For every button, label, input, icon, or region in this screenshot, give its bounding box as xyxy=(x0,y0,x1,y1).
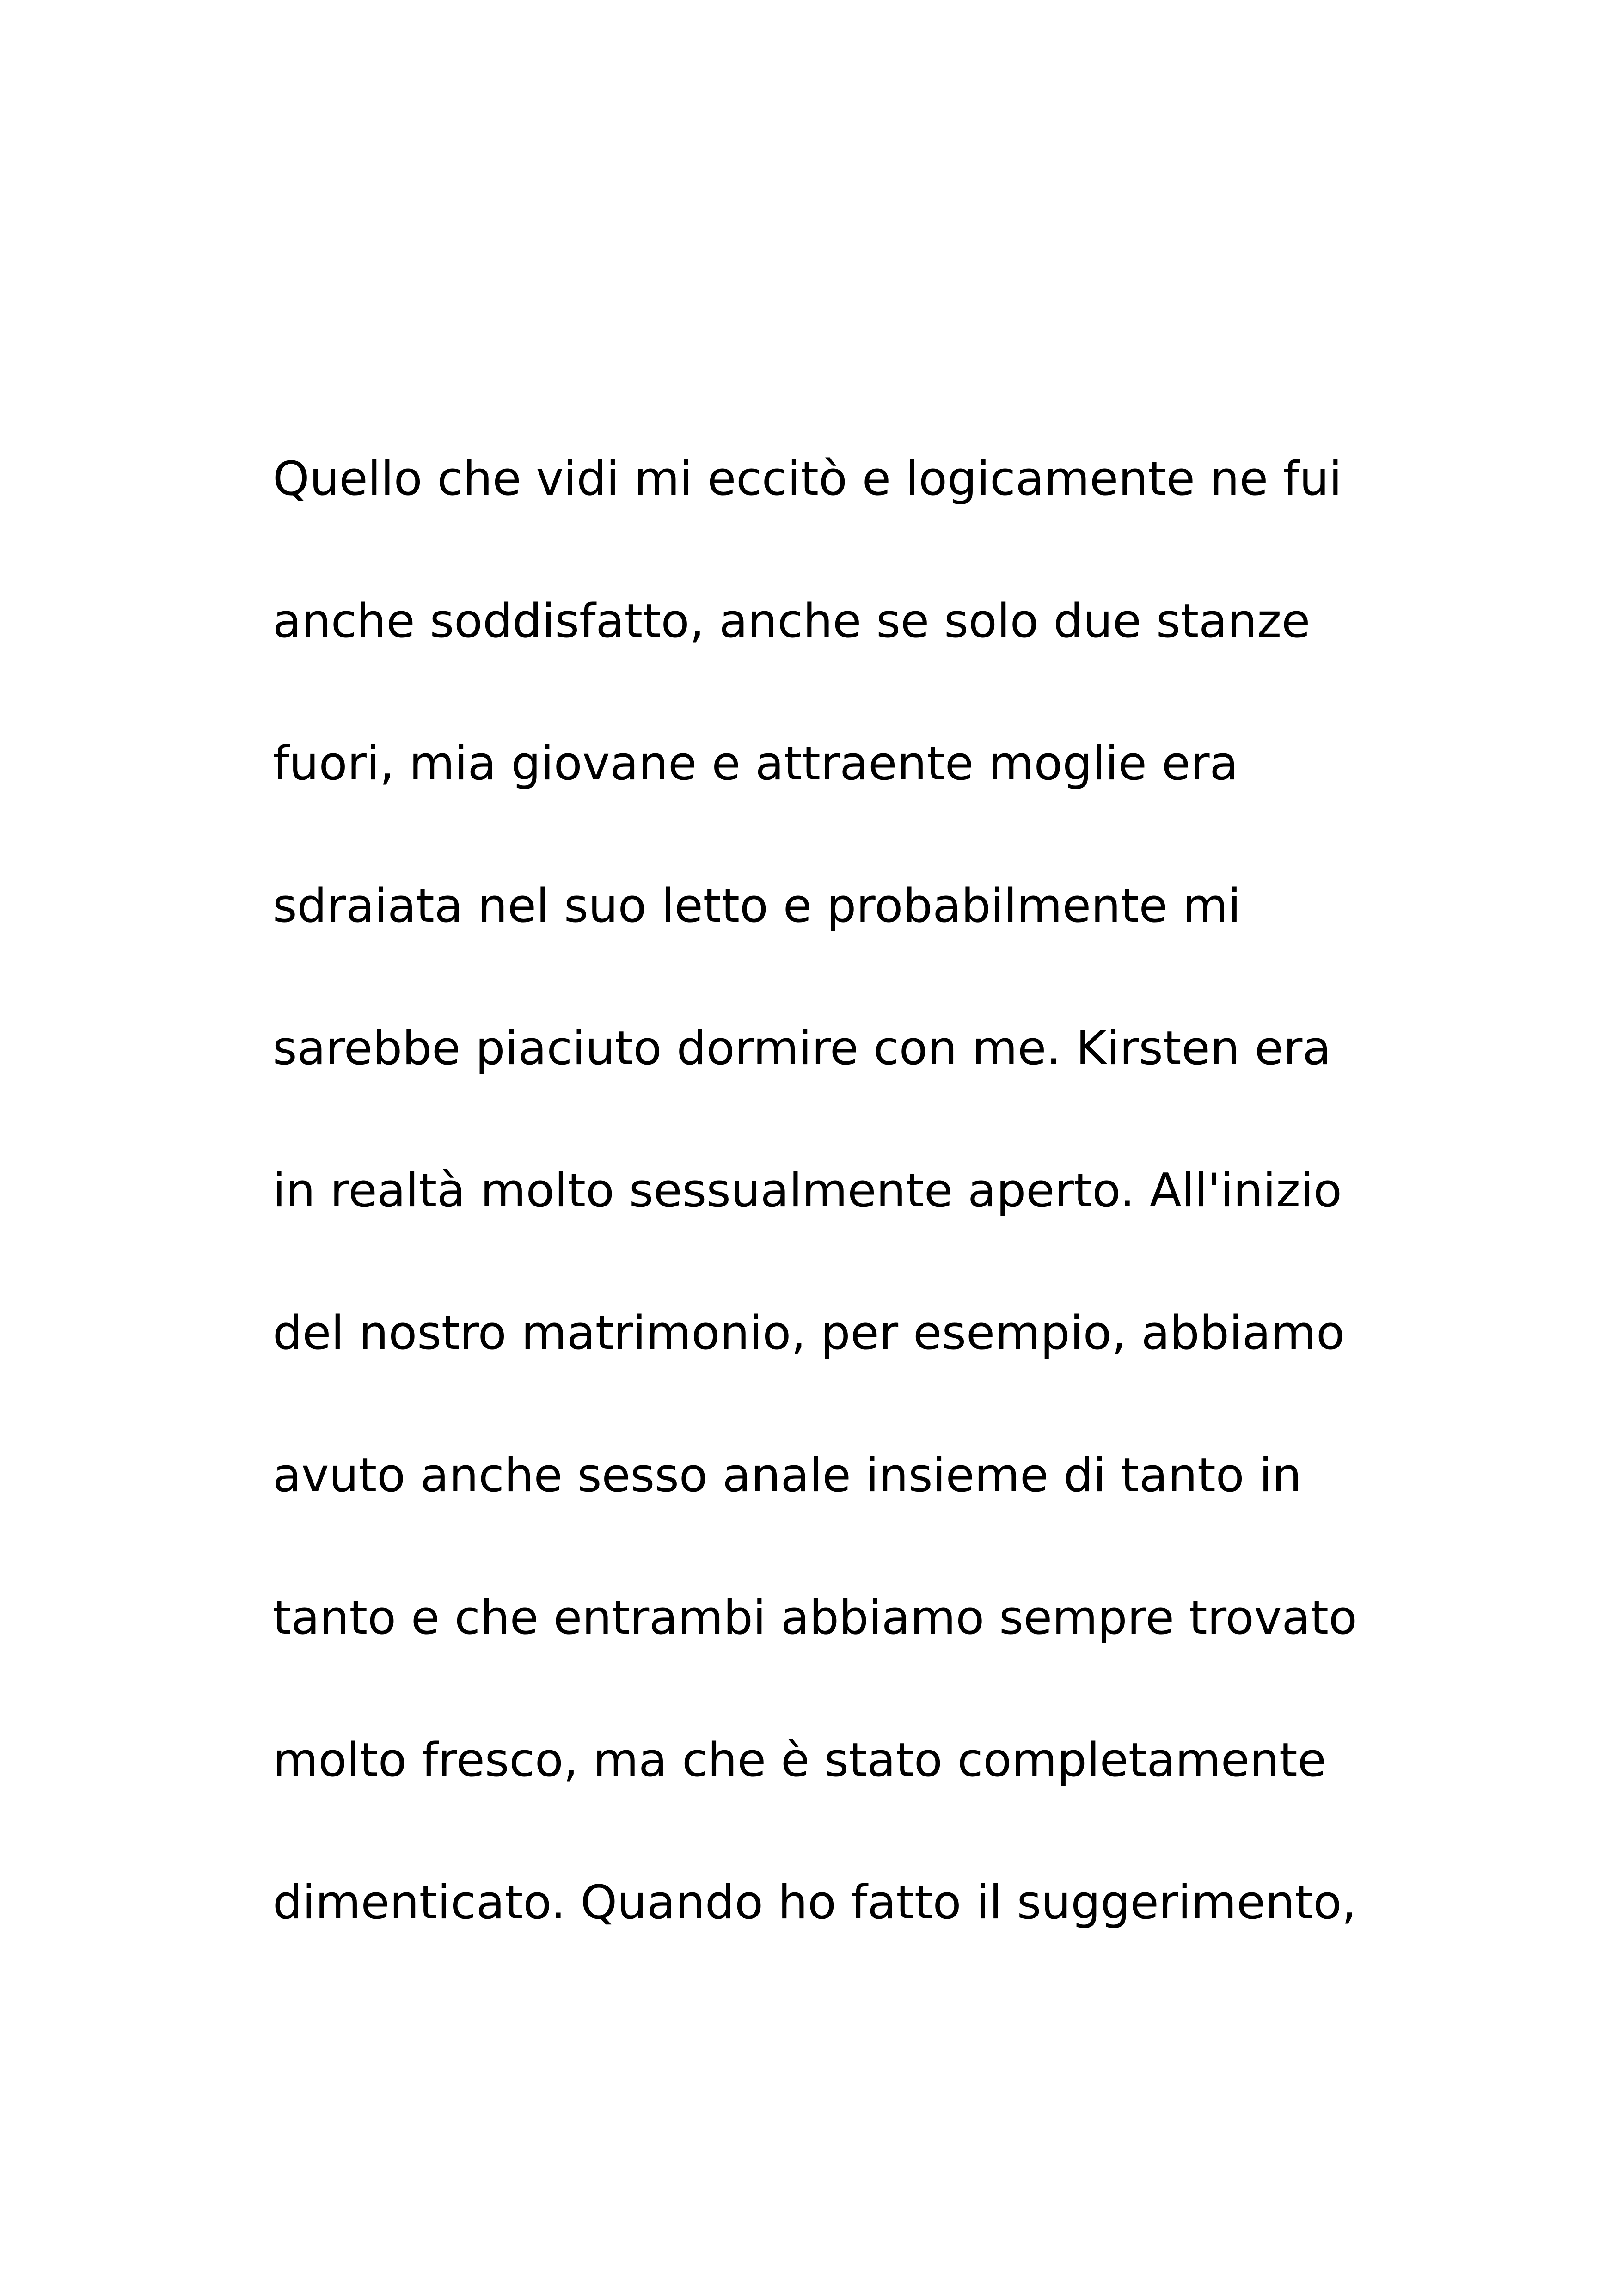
text-line-7: del nostro matrimonio, per esempio, abbiamo xyxy=(273,1305,1345,1360)
text-line-4: sdraiata nel suo letto e probabilmente mi xyxy=(273,878,1241,933)
text-line-5: sarebbe piaciuto dormire con me. Kirsten era xyxy=(273,1021,1331,1075)
text-line-9: tanto e che entrambi abbiamo sempre trovato xyxy=(273,1590,1357,1645)
text-line-3: fuori, mia giovane e attraente moglie era xyxy=(273,736,1238,790)
body-text xyxy=(273,444,1382,2010)
text-line-2: anche soddisfatto, anche se solo due stanze xyxy=(273,594,1311,648)
text-line-11: dimenticato. Quando ho fatto il suggerimento, xyxy=(273,1875,1357,1929)
text-line-10: molto fresco, ma che è stato completamente xyxy=(273,1733,1326,1787)
text-line-1: Quello che vidi mi eccitò e logicamente ne fui xyxy=(273,451,1342,506)
text-line-8: avuto anche sesso anale insieme di tanto in xyxy=(273,1448,1302,1502)
text-line-6: in realtà molto sessualmente aperto. All'inizio xyxy=(273,1163,1342,1218)
